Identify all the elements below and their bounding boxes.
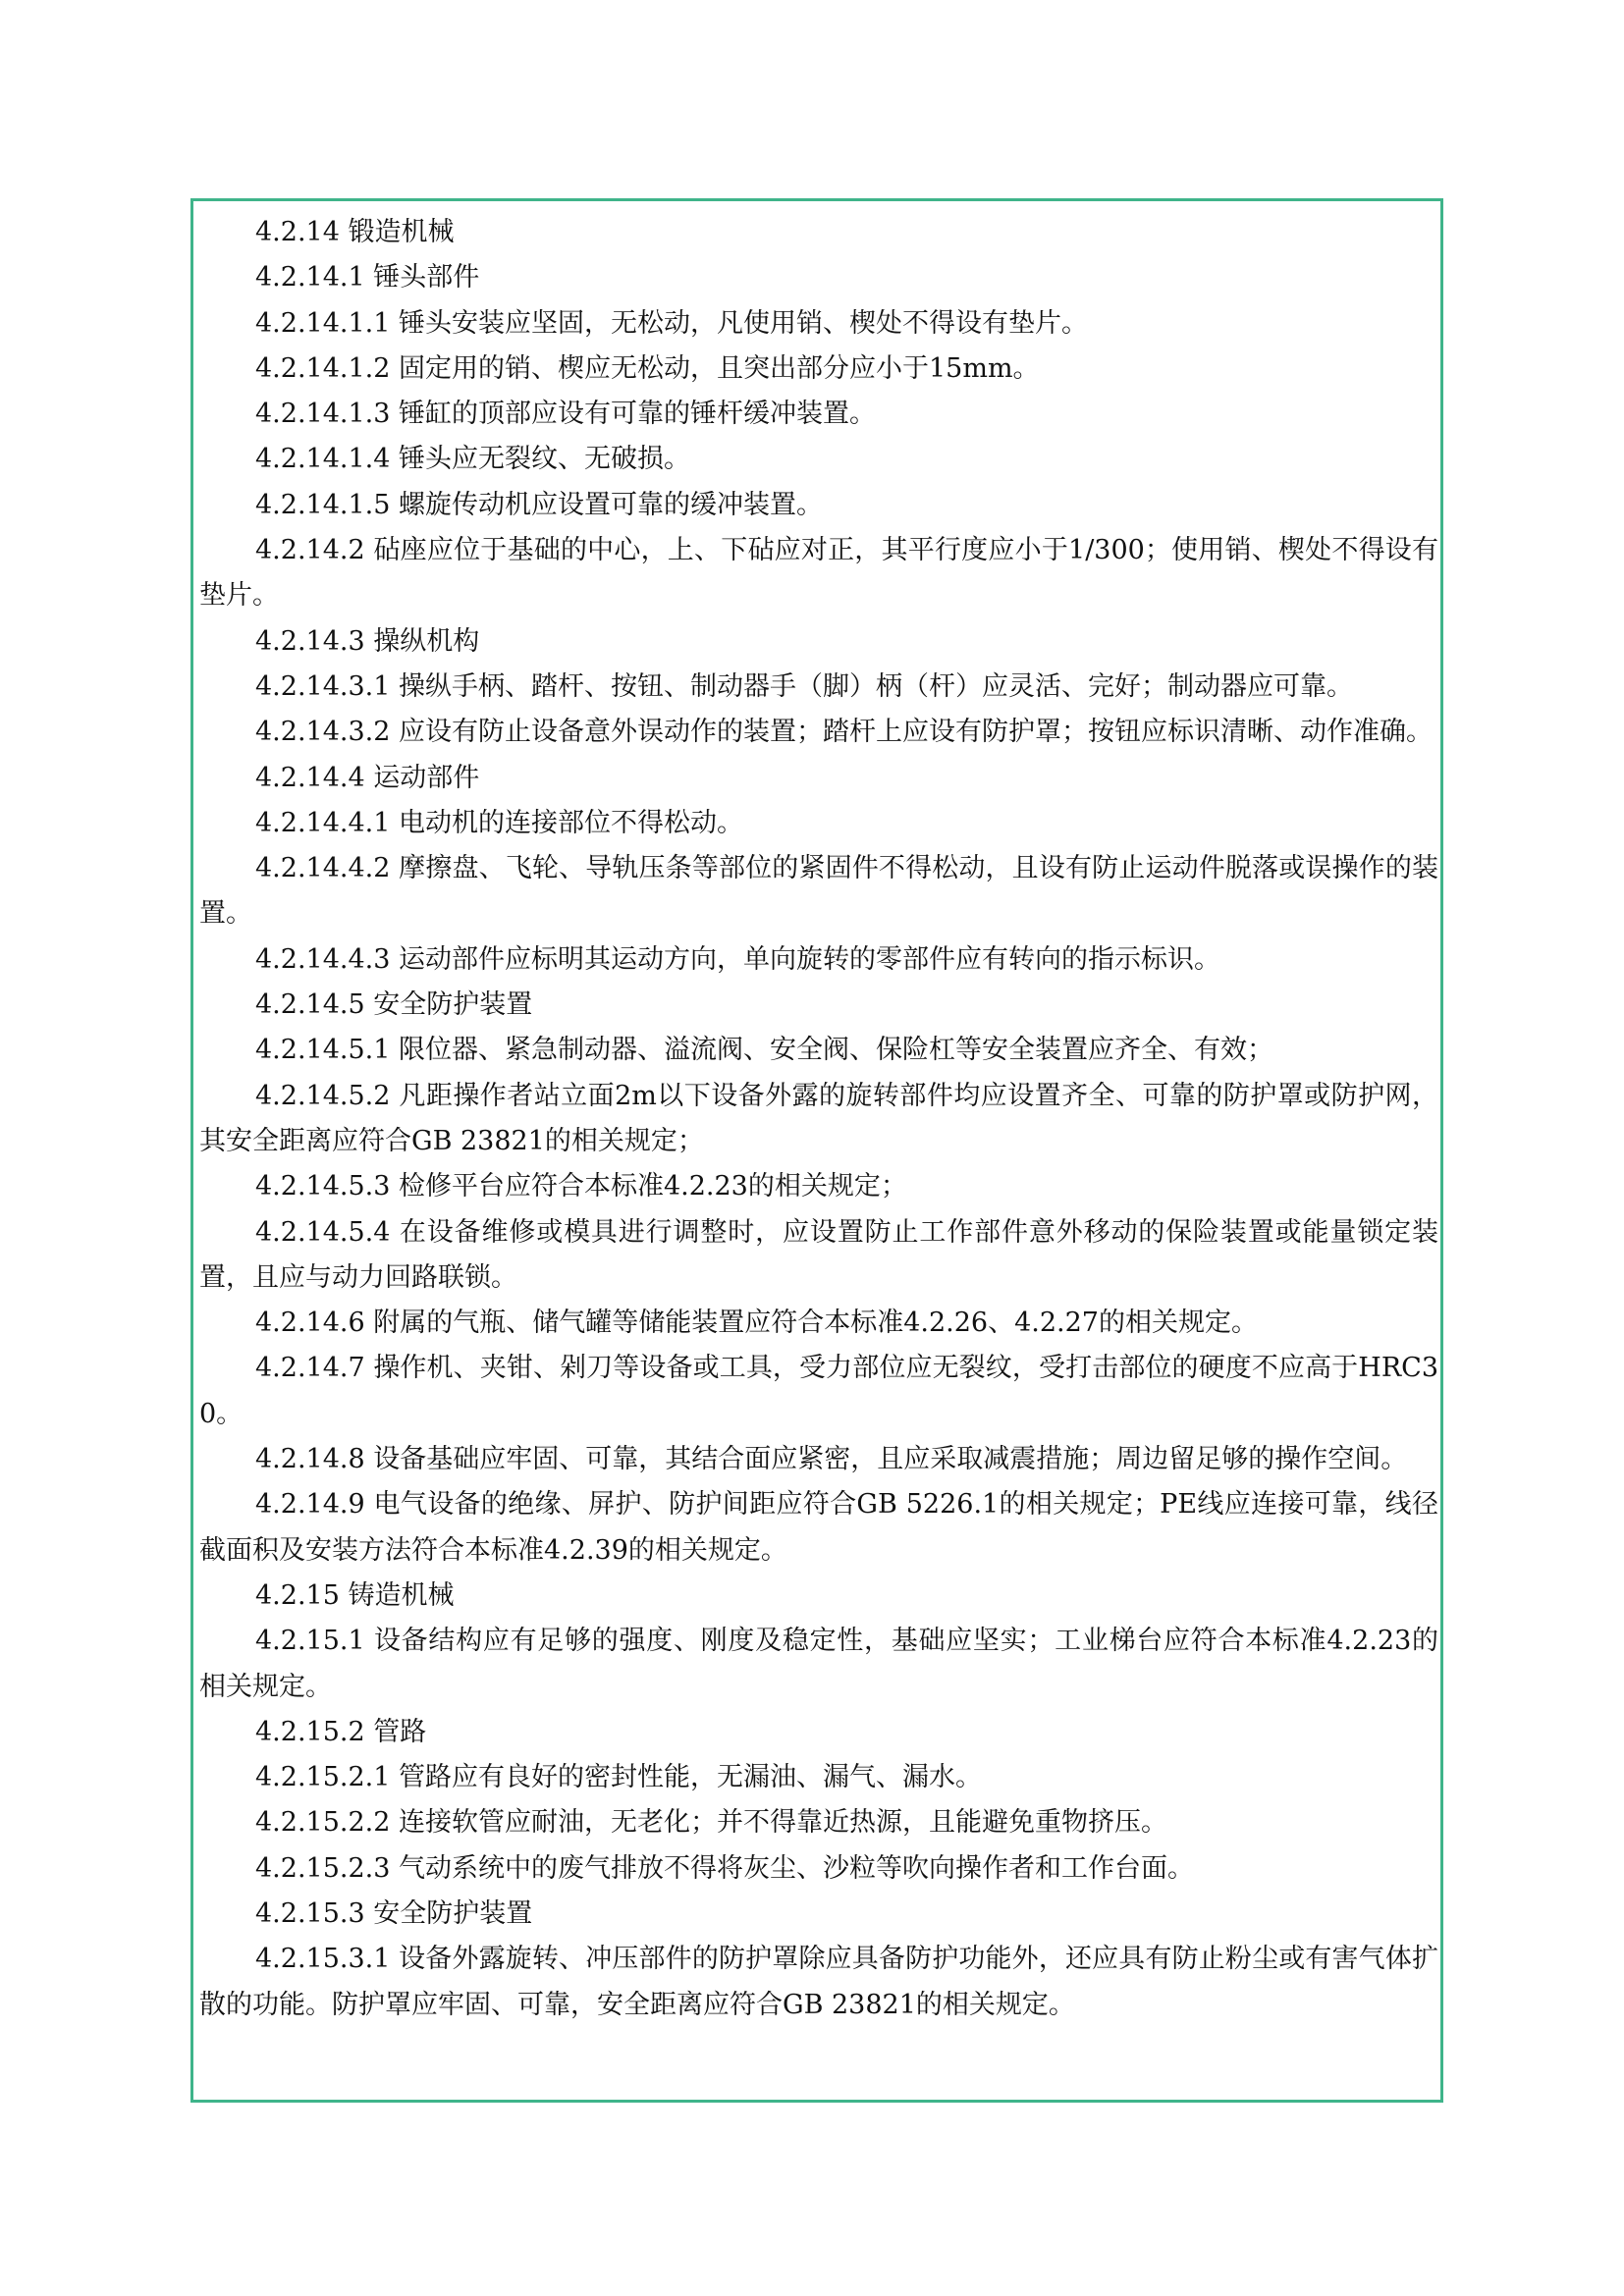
clause-paragraph: 4.2.14.9 电气设备的绝缘、屏护、防护间距应符合GB 5226.1的相关规定；PE线应连接可靠，线径截面积及安装方法符合本标准4.2.39的相关规定。: [199, 1489, 1438, 1566]
clause-paragraph: 4.2.14.6 附属的气瓶、储气罐等储能装置应符合本标准4.2.26、4.2.27的相关规定。: [255, 1308, 1258, 1339]
document-body: [199, 210, 1438, 2028]
clause-paragraph: 4.2.14.4.2 摩擦盘、飞轮、导轨压条等部位的紧固件不得松动，且设有防止运动件脱落或误操作的装置。: [199, 853, 1438, 930]
clause-paragraph: 4.2.14.1.5 螺旋传动机应设置可靠的缓冲装置。: [255, 489, 823, 520]
clause-paragraph: 4.2.14.1.1 锤头安装应坚固，无松动，凡使用销、楔处不得设有垫片。: [255, 307, 1088, 339]
subsection-heading: 4.2.14.3 操纵机构: [255, 625, 480, 657]
clause-paragraph: 4.2.14.5.4 在设备维修或模具进行调整时，应设置防止工作部件意外移动的保险装置或能量锁定装置，且应与动力回路联锁。: [199, 1216, 1438, 1293]
section-heading: 4.2.15 铸造机械: [255, 1579, 455, 1611]
clause-paragraph: 4.2.14.5.2 凡距操作者站立面2m以下设备外露的旋转部件均应设置齐全、可靠的防护罩或防护网，其安全距离应符合GB 23821的相关规定；: [199, 1080, 1438, 1156]
subsection-heading: 4.2.14.5 安全防护装置: [255, 989, 533, 1021]
clause-paragraph: 4.2.15.2.2 连接软管应耐油，无老化；并不得靠近热源，且能避免重物挤压。: [255, 1807, 1167, 1839]
clause-paragraph: 4.2.14.8 设备基础应牢固、可靠，其结合面应紧密，且应采取减震措施；周边留足够的操作空间。: [255, 1444, 1408, 1475]
clause-paragraph: 4.2.14.2 砧座应位于基础的中心，上、下砧应对正，其平行度应小于1/300；使用销、楔处不得设有垫片。: [199, 535, 1438, 612]
clause-paragraph: 4.2.14.3.1 操纵手柄、踏杆、按钮、制动器手（脚）柄（杆）应灵活、完好；制动器应可靠。: [255, 670, 1353, 702]
section-heading: 4.2.14 锻造机械: [255, 217, 455, 247]
clause-paragraph: 4.2.14.5.3 检修平台应符合本标准4.2.23的相关规定；: [255, 1171, 907, 1202]
clause-paragraph: 4.2.14.1.2 固定用的销、楔应无松动，且突出部分应小于15mm。: [255, 352, 1040, 384]
clause-paragraph: 4.2.14.5.1 限位器、紧急制动器、溢流阀、安全阀、保险杠等安全装置应齐全、有效；: [255, 1035, 1273, 1066]
clause-paragraph: 4.2.14.7 操作机、夹钳、剁刀等设备或工具，受力部位应无裂纹，受打击部位的硬度不应高于HRC30。: [199, 1353, 1438, 1429]
clause-paragraph: 4.2.14.1.4 锤头应无裂纹、无破损。: [255, 444, 690, 475]
clause-paragraph: 4.2.15.2.3 气动系统中的废气排放不得将灰尘、沙粒等吹向操作者和工作台面。: [255, 1852, 1194, 1884]
clause-paragraph: 4.2.14.3.2 应设有防止设备意外误动作的装置；踏杆上应设有防护罩；按钮应标识清晰、动作准确。: [255, 717, 1433, 748]
clause-paragraph: 4.2.15.3.1 设备外露旋转、冲压部件的防护罩除应具备防护功能外，还应具有防止粉尘或有害气体扩散的功能。防护罩应牢固、可靠，安全距离应符合GB 23821的相关规定。: [199, 1944, 1438, 2020]
subsection-heading: 4.2.14.1 锤头部件: [255, 262, 480, 294]
clause-paragraph: 4.2.14.4.1 电动机的连接部位不得松动。: [255, 807, 743, 838]
subsection-heading: 4.2.15.3 安全防护装置: [255, 1897, 533, 1929]
clause-paragraph: 4.2.14.1.3 锤缸的顶部应设有可靠的锤杆缓冲装置。: [255, 399, 876, 430]
clause-paragraph: 4.2.15.2.1 管路应有良好的密封性能，无漏油、漏气、漏水。: [255, 1762, 982, 1793]
clause-paragraph: 4.2.14.4.3 运动部件应标明其运动方向，单向旋转的零部件应有转向的指示标识。: [255, 943, 1220, 975]
clause-paragraph: 4.2.15.1 设备结构应有足够的强度、刚度及稳定性，基础应坚实；工业梯台应符合本标准4.2.23的相关规定。: [199, 1626, 1438, 1702]
subsection-heading: 4.2.14.4 运动部件: [255, 762, 480, 793]
subsection-heading: 4.2.15.2 管路: [255, 1716, 427, 1747]
